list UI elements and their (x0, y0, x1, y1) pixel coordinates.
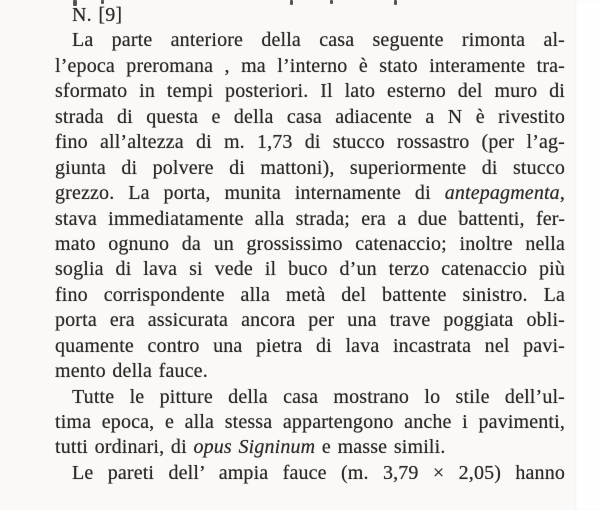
text-line (55, 79, 565, 104)
text-segment: giunta di polvere di mattoni), superiormente di stucco (55, 156, 565, 179)
italic-text-segment: antepagmenta (444, 182, 560, 205)
scan-edge (574, 0, 600, 510)
text-line (55, 283, 565, 308)
text-line (55, 130, 565, 155)
section-number-line (55, 3, 565, 28)
text-line (55, 54, 565, 79)
text-segment: tima epoca, e alla stessa appartengono anche i pavimenti, (55, 411, 565, 433)
text-segment: tutti ordinari, di (55, 436, 194, 459)
text-segment: mato ognuno da un grossissimo catenaccio; inoltre nella (55, 232, 565, 255)
text-line (55, 28, 565, 53)
text-line (55, 385, 565, 410)
text-line (55, 105, 565, 130)
text-segment: porta era assicurata ancora per una trave poggiata obli- (55, 309, 565, 332)
text-segment: sformato in tempi posteriori. Il lato esterno del muro di (55, 80, 565, 103)
text-segment: La parte anteriore della casa seguente rimonta al- (72, 29, 565, 52)
text-block (55, 3, 565, 486)
text-line (55, 359, 565, 384)
text-line (55, 156, 565, 181)
text-line (55, 207, 565, 232)
text-segment: fino all’altezza di m. 1,73 di stucco rossastro (per l’ag- (55, 131, 565, 154)
text-segment: N. [9] (72, 4, 123, 26)
text-line (55, 334, 565, 359)
text-line (55, 410, 565, 435)
italic-text-segment: opus Signinum (193, 436, 316, 459)
text-segment: quamente contro una pietra di lava incastrata nel pavi- (55, 334, 565, 357)
text-segment: Le pareti dell’ ampia fauce (m. 3,79 × 2,05) hanno (72, 461, 565, 484)
text-line (55, 308, 565, 333)
text-segment: stava immediatamente alla strada; era a due battenti, fer- (55, 207, 565, 230)
text-segment: e masse simili. (315, 436, 446, 459)
text-segment: strada di questa e della casa adiacente a N è rivestito (55, 105, 565, 128)
text-line (55, 257, 565, 282)
text-line (55, 461, 565, 486)
text-segment: l’epoca preromana , ma l’interno è stato interamente tra- (55, 54, 565, 77)
text-segment: fino corrispondente alla metà del battente sinistro. La (55, 283, 565, 306)
text-segment: Tutte le pitture della casa mostrano lo stile dell’ul- (72, 385, 565, 408)
text-segment: mento della fauce. (55, 360, 208, 383)
text-segment: soglia di lava si vede il buco d’un terzo catenaccio più (55, 258, 565, 281)
text-segment: grezzo. La porta, munita internamente di (55, 182, 445, 205)
text-line (55, 181, 565, 206)
text-segment: , (559, 182, 565, 205)
text-line (55, 435, 565, 460)
text-line (55, 232, 565, 257)
